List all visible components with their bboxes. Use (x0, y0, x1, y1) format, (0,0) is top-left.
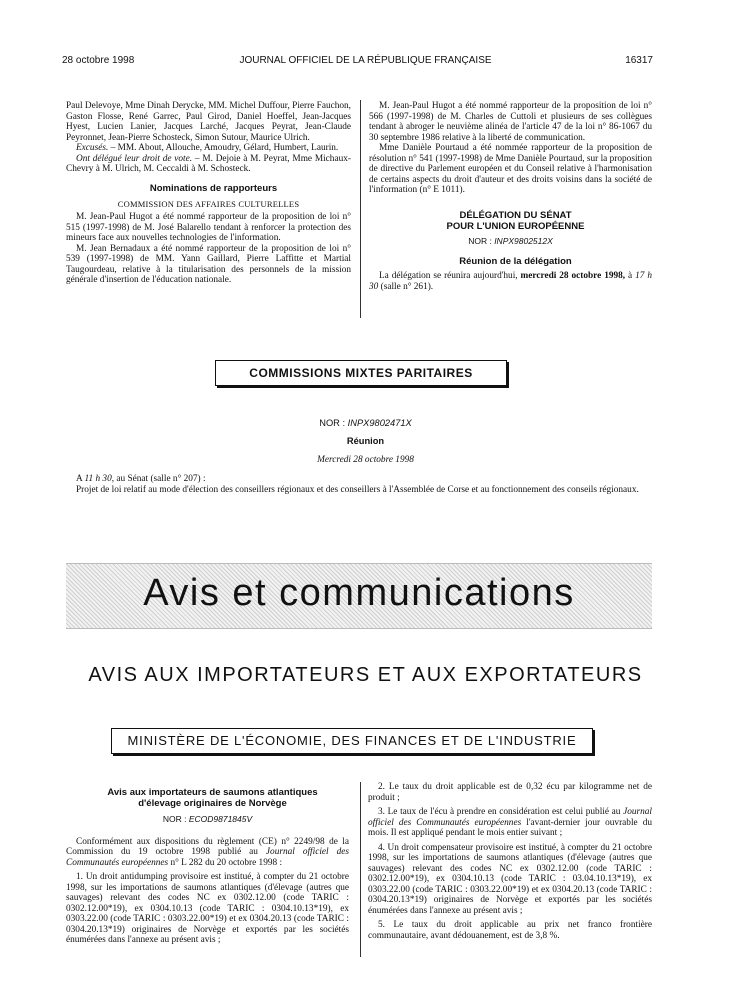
nor-label: NOR : (468, 235, 492, 246)
avis-left-column (66, 787, 349, 946)
delegue-label: Ont délégué leur droit de vote. (76, 153, 193, 164)
cmp-time-paragraph (66, 474, 652, 485)
cmp-time-pre: A (76, 474, 85, 484)
avis-item-1: 1. Un droit antidumping provisoire est institué, à compter du 21 octobre 1998, sur les importations de saumons atlantiques (d'élevage (autres que sauvages) relevant des codes NC ex 0302.12.00 (code TARIC : 0302.12.00*19), ex 0304.10.13 (code TARIC : 0304.10.13*19), ex 0303.22.00 (code TARIC : 0303.22.00*19) et ex 0304.20.13 (code TARIC : 0304.20.13*19) originaires de Norvège et exportés par les sociétés énumérées dans l'annexe au présent avis ; (66, 872, 349, 945)
paragraph-bernadaux: M. Jean Bernadaux a été nommé rapporteur de la proposition de loi n° 539 (1997-1998) de MM. Yann Gaillard, Pierre Laffitte et Martial Taugourdeau, relative à la titularisation des personnels de la mission générale d'insertion de l'éducation nationale. (66, 243, 351, 285)
reunion-delegation-text (369, 271, 652, 292)
avis-item-3 (368, 807, 652, 839)
avis-communications-banner (66, 563, 652, 629)
right-column-top (369, 101, 652, 292)
avis-item-2: 2. Le taux du droit applicable est de 0,32 écu par kilogramme net de produit ; (368, 782, 652, 803)
excuses-text: – MM. About, Allouche, Amoudry, Gélard, Humbert, Laurin. (108, 143, 339, 153)
nominations-heading: Nominations de rapporteurs (149, 182, 278, 194)
ministry-box: MINISTÈRE DE L'ÉCONOMIE, DES FINANCES ET DE L'INDUSTRIE (111, 728, 593, 754)
avis-intro-pre: Conformément aux dispositions du règlement (CE) n° 2249/98 de la Commission du 19 octobre 1998 publié au (66, 836, 349, 857)
avis-item-3-journal: Journal officiel des Communautés européennes (368, 807, 652, 828)
avis-nor-label: NOR : (162, 814, 187, 824)
avis-intro (66, 837, 349, 869)
avis-item-4: 4. Un droit compensateur provisoire est institué, à compter du 21 octobre 1998, sur les importations de saumons atlantiques (d'élevage (autres que sauvages) relevant des codes NC ex 0302.12.00 (code TARIC : 0302.12.00*19), ex 0304.10.13 (code TARIC : 03.04.10.13*19), ex 0303.22.00 (code TARIC : 0303.22.00*19) et ex 0304.20.13 (code TARIC : 0304.20.13*19) originaires de Norvège et exportés par les sociétés énumérées dans l'annexe au présent avis ; (368, 842, 652, 916)
avis-intro-journal: Journal officiel des Communautés européennes (66, 847, 350, 868)
column-divider (360, 100, 361, 318)
reunion-time: 17 h 30 (369, 271, 652, 292)
reunion-room: (salle n° 261). (378, 281, 434, 292)
cmp-time-post: au Sénat (salle n° 207) : (114, 474, 206, 484)
commission-heading: COMMISSION DES AFFAIRES CULTURELLES (117, 198, 300, 209)
avis-item-5: 5. Le taux du droit applicable au prix net franco frontière communautaire, avant dédouanement, est de 3,8 %. (368, 920, 652, 941)
delegation-heading-1: DÉLÉGATION DU SÉNAT (459, 209, 572, 221)
cmp-body (66, 474, 652, 495)
cmp-time: 11 h 30, (84, 474, 115, 484)
delegue-paragraph (66, 154, 351, 175)
delegation-heading-2: POUR L'UNION EUROPÉENNE (446, 220, 585, 232)
banner-title: Avis et communications (143, 572, 575, 614)
left-column-top (66, 101, 351, 286)
cmp-nor-code: INPX9802471X (347, 418, 412, 428)
excuses-paragraph (66, 143, 351, 154)
excuses-label: Excusés. (76, 143, 109, 153)
header-page-number: 16317 (625, 55, 653, 66)
delegue-text: – M. Dejoie à M. Peyrat, Mme Michaux-Chevry à M. Ulrich, M. Ceccaldi à M. Schosteck. (66, 153, 351, 174)
reunion-pre: La délégation se réunira aujourd'hui, (379, 271, 521, 281)
cmp-section-box: COMMISSIONS MIXTES PARITAIRES (215, 360, 507, 386)
header-date: 28 octobre 1998 (62, 55, 135, 66)
avis-nor-reference (66, 814, 349, 825)
avis-title-line-1: Avis aux importateurs de saumons atlantiques (107, 787, 318, 798)
column-divider-bottom (360, 782, 361, 957)
reunion-at: à (625, 271, 636, 281)
header-journal-title: JOURNAL OFFICIEL DE LA RÉPUBLIQUE FRANÇAISE (239, 55, 492, 66)
avis-item-3-pre: 3. Le taux de l'écu à prendre en considération est celui publié au (378, 807, 624, 817)
paragraph-hugot: M. Jean-Paul Hugot a été nommé rapporteur de la proposition de loi n° 515 (1997-1998) de M. José Balarello tendant à renforcer la protection des mineurs face aux nouvelles technologies de l'information. (66, 212, 351, 243)
cmp-projet-paragraph: Projet de loi relatif au mode d'élection des conseillers régionaux et des conseillers à l'Assemblée de Corse et au fonctionnement des conseils régionaux. (76, 484, 639, 495)
avis-intro-post: n° L 282 du 20 octobre 1998 : (168, 857, 283, 868)
cmp-nor-reference (0, 418, 731, 428)
paragraph-pourtaud: Mme Danièle Pourtaud a été nommée rapporteur de la proposition de résolution n° 541 (1997-1998) de Mme Danièle Pourtaud, sur la proposition de directive du Parlement européen et du Conseil relative à l'harmonisation de certains aspects du droit d'auteur et des droits voisins dans la société de l'information (n° E 1011). (369, 143, 652, 195)
cmp-reunion-heading: Réunion (346, 436, 385, 446)
nor-code: INPX9802512X (494, 235, 553, 246)
reunion-delegation-heading: Réunion de la délégation (459, 256, 572, 267)
avis-item-3-post: l'avant-dernier jour ouvrable du mois. Il est appliqué pendant le mois entier suivant ; (368, 817, 653, 838)
nor-reference (369, 236, 652, 247)
running-header (0, 55, 731, 69)
avis-title-line-2: d'élevage originaires de Norvège (138, 798, 287, 809)
cmp-date: Mercredi 28 octobre 1998 (317, 455, 414, 465)
cmp-nor-label: NOR : (319, 418, 346, 428)
avis-importateurs-title: AVIS AUX IMPORTATEURS ET AUX EXPORTATEURS (88, 664, 643, 686)
reunion-date: mercredi 28 octobre 1998, (520, 271, 626, 281)
avis-nor-code: ECOD9871845V (188, 814, 253, 824)
avis-right-column (368, 782, 652, 941)
paragraph-hugot-2: M. Jean-Paul Hugot a été nommé rapporteur de la proposition de loi n° 566 (1997-1998) de M. Charles de Cuttoli et plusieurs de ses collègues tendant à abroger le neuvième alinéa de l'article 47 de la loi n° 86-1067 du 30 septembre 1986 relative à la liberté de communication. (369, 101, 652, 143)
members-list: Paul Delevoye, Mme Dinah Derycke, MM. Michel Duffour, Pierre Fauchon, Gaston Flosse, René Garrec, Paul Girod, Daniel Hoeffel, Jean-Jacques Hyest, Lucien Lanier, Jacques Larché, Jacques Peyrat, Jean-Claude Peyronnet, Jean-Pierre Schosteck, Simon Sutour, Maurice Ulrich. (66, 101, 352, 143)
